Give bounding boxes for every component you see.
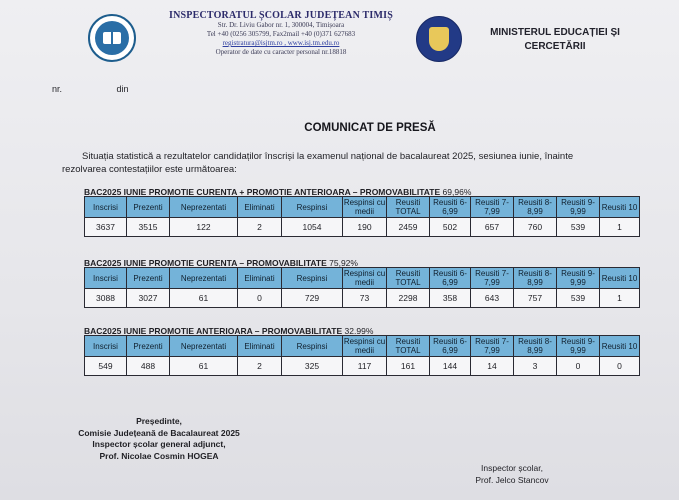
table-cell: 1 xyxy=(600,289,640,308)
table-cell: 0 xyxy=(557,357,600,376)
table-cell: 73 xyxy=(343,289,387,308)
org-phone: Tel +40 (0256 305799, Fax2mail +40 (0)371 627683 xyxy=(206,30,356,38)
table-cell: 61 xyxy=(170,289,238,308)
table-cell: 0 xyxy=(238,289,282,308)
sig-left-line: Comisie Județeană de Bacalaureat 2025 xyxy=(78,427,240,438)
table-cell: 0 xyxy=(600,357,640,376)
column-header: Respinsi xyxy=(282,336,343,357)
table-cell: 2 xyxy=(238,357,282,376)
column-header: Neprezentati xyxy=(170,268,238,289)
table-cell: 3637 xyxy=(85,218,127,237)
table-row xyxy=(85,357,640,376)
ministry-logo xyxy=(416,16,462,62)
sig-left-line: Președinte, xyxy=(136,416,182,426)
column-header: Reusiti 6-6,99 xyxy=(430,336,471,357)
column-header: Prezenti xyxy=(127,197,170,218)
column-header: Reusiti TOTAL xyxy=(387,336,430,357)
table-cell: 61 xyxy=(170,357,238,376)
column-header: Inscrisi xyxy=(85,336,127,357)
sig-left-line: Inspector școlar general adjunct, xyxy=(92,439,226,449)
table-cell: 539 xyxy=(557,289,600,308)
column-header: Reusiti 8-8,99 xyxy=(514,197,557,218)
table-cell: 488 xyxy=(127,357,170,376)
table-cell: 144 xyxy=(430,357,471,376)
intro-text xyxy=(62,150,679,176)
column-header: Respinsi cu medii xyxy=(343,198,386,216)
table-header-row xyxy=(85,268,640,289)
table-cell: 122 xyxy=(170,218,238,237)
letterhead xyxy=(146,10,416,57)
column-header: Eliminati xyxy=(238,336,282,357)
column-header: Reusiti 7-7,99 xyxy=(471,336,514,357)
column-header: Eliminati xyxy=(238,268,282,289)
table-cell: 358 xyxy=(430,289,471,308)
table-cell: 657 xyxy=(471,218,514,237)
ministry-name: MINISTERUL EDUCAȚIEI ȘI CERCETĂRII xyxy=(490,27,620,52)
table-cell: 3515 xyxy=(127,218,170,237)
table-cell: 502 xyxy=(430,218,471,237)
reference-line xyxy=(52,84,129,94)
table-cell: 161 xyxy=(387,357,430,376)
promotion-rate: 75,92% xyxy=(329,258,358,268)
table-cell: 643 xyxy=(471,289,514,308)
table-cell: 2459 xyxy=(387,218,430,237)
sig-left-line: Prof. Nicolae Cosmin HOGEA xyxy=(99,450,219,461)
org-address: Str. Dr. Liviu Gabor nr. 1, 300004, Timișoara xyxy=(217,21,345,29)
table-cell: 14 xyxy=(471,357,514,376)
column-header: Reusiti 9-9,99 xyxy=(557,336,600,357)
column-header: Prezenti xyxy=(127,268,170,289)
section-heading-text: BAC2025 IUNIE PROMOTIE CURENTA + PROMOTIE ANTERIOARA – PROMOVABILITATE xyxy=(84,187,441,197)
operator-note: Operator de date cu caracter personal nr.18818 xyxy=(215,48,347,56)
column-header: Inscrisi xyxy=(85,197,127,218)
table-cell: 760 xyxy=(514,218,557,237)
table-cell: 2 xyxy=(238,218,282,237)
table-cell: 757 xyxy=(514,289,557,308)
column-header: Respinsi xyxy=(282,197,343,218)
section-heading-text: BAC2025 IUNIE PROMOTIE CURENTA – PROMOVABILITATE xyxy=(84,258,327,268)
org-title: INSPECTORATUL ȘCOLAR JUDEȚEAN TIMIȘ xyxy=(169,10,393,21)
table-cell: 117 xyxy=(343,357,387,376)
table-row xyxy=(85,218,640,237)
intro-line-2: rezolvarea contestațiilor este următoarea: xyxy=(62,164,237,175)
table-cell: 3 xyxy=(514,357,557,376)
column-header: Respinsi xyxy=(282,268,343,289)
column-header: Reusiti 6-6,99 xyxy=(430,268,471,289)
sig-right-line: Inspector școlar, xyxy=(481,463,543,473)
column-header: Reusiti 10 xyxy=(600,197,640,218)
table-row xyxy=(85,289,640,308)
table-cell: 190 xyxy=(343,218,387,237)
column-header: Reusiti 10 xyxy=(600,268,640,289)
din-label: din xyxy=(116,84,129,94)
stat-table xyxy=(84,196,640,237)
stat-table xyxy=(84,267,640,308)
column-header: Respinsi cu medii xyxy=(343,269,386,287)
table-cell: 3027 xyxy=(127,289,170,308)
book-icon xyxy=(103,32,121,44)
intro-line-1: Situația statistică a rezultatelor candidaților înscriși la examenul național de bacalaureat 2025, sesiunea iunie, înainte xyxy=(82,151,574,162)
column-header: Reusiti 8-8,99 xyxy=(514,268,557,289)
table-cell: 549 xyxy=(85,357,127,376)
table-cell: 3088 xyxy=(85,289,127,308)
column-header: Reusiti 9-9,99 xyxy=(557,197,600,218)
table-cell: 1 xyxy=(600,218,640,237)
column-header: Respinsi cu medii xyxy=(343,337,386,355)
column-header: Prezenti xyxy=(127,336,170,357)
table-cell: 2298 xyxy=(387,289,430,308)
promotion-rate: 32.99% xyxy=(344,326,374,336)
promotion-rate: 69,96% xyxy=(442,187,472,197)
stat-table xyxy=(84,335,640,376)
nr-label: nr. xyxy=(52,84,63,94)
isj-logo xyxy=(88,14,136,62)
table-header-row xyxy=(85,197,640,218)
column-header: Inscrisi xyxy=(85,268,127,289)
column-header: Reusiti 7-7,99 xyxy=(471,268,514,289)
sig-right-line: Prof. Jelco Stancov xyxy=(475,475,549,485)
column-header: Reusiti TOTAL xyxy=(387,197,430,218)
signature-right xyxy=(452,462,572,486)
table-cell: 539 xyxy=(557,218,600,237)
page-title: COMUNICAT DE PRESĂ xyxy=(304,122,436,134)
column-header: Reusiti 8-8,99 xyxy=(514,336,557,357)
section-heading-text: BAC2025 IUNIE PROMOTIE ANTERIOARA – PROMOVABILITATE xyxy=(84,326,343,336)
column-header: Neprezentati xyxy=(170,197,238,218)
table-cell: 1054 xyxy=(282,218,343,237)
column-header: Reusiti 9-9,99 xyxy=(557,268,600,289)
table-cell: 325 xyxy=(282,357,343,376)
column-header: Reusiti TOTAL xyxy=(387,268,430,289)
column-header: Eliminati xyxy=(238,197,282,218)
column-header: Reusiti 6-6,99 xyxy=(430,197,471,218)
org-links[interactable]: registratura@isjtm.ro , www.isj.tm.edu.ro xyxy=(222,39,340,47)
table-header-row xyxy=(85,336,640,357)
signature-left xyxy=(54,416,264,462)
column-header: Reusiti 10 xyxy=(600,336,640,357)
coat-of-arms-icon xyxy=(429,27,449,51)
table-cell: 729 xyxy=(282,289,343,308)
column-header: Reusiti 7-7,99 xyxy=(471,197,514,218)
column-header: Neprezentati xyxy=(170,336,238,357)
